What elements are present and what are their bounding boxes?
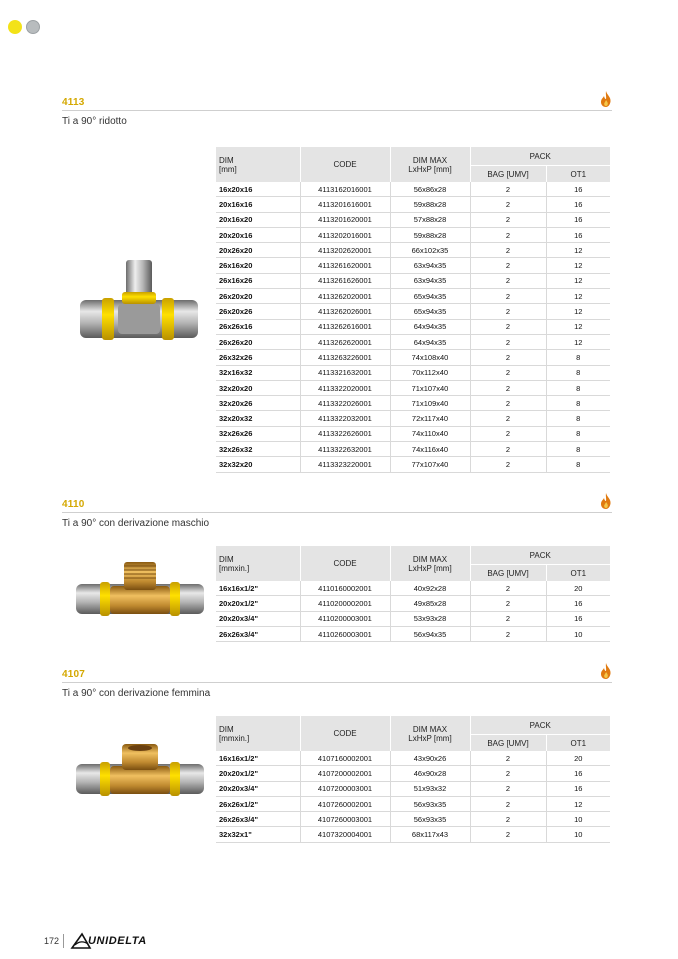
cell-bag: 2 (470, 212, 546, 227)
cell-code: 4113263226001 (300, 350, 390, 365)
cell-code: 4113322032001 (300, 411, 390, 426)
cell-bag: 2 (470, 182, 546, 197)
cell-dim: 20x26x20 (216, 243, 300, 258)
section-header (62, 664, 612, 683)
col-code: CODE (300, 716, 390, 751)
cell-dim: 26x16x20 (216, 258, 300, 273)
cell-dim-max: 43x90x26 (390, 751, 470, 766)
cell-dim: 32x20x20 (216, 380, 300, 395)
cell-code: 4113262020001 (300, 289, 390, 304)
cell-ot1: 8 (546, 380, 610, 395)
col-dim-max: DIM MAX LxHxP [mm] (390, 716, 470, 751)
cell-code: 4113261626001 (300, 273, 390, 288)
table-row (216, 289, 610, 304)
cell-dim: 26x20x26 (216, 304, 300, 319)
cell-dim: 32x32x1" (216, 827, 300, 842)
cell-bag: 2 (470, 380, 546, 395)
table-row (216, 258, 610, 273)
cell-code: 4107200003001 (300, 781, 390, 796)
cell-code: 4113321632001 (300, 365, 390, 380)
cell-bag: 2 (470, 626, 546, 641)
table-row (216, 411, 610, 426)
cell-ot1: 10 (546, 827, 610, 842)
cell-dim-max: 71x107x40 (390, 380, 470, 395)
section-4107 (62, 664, 612, 699)
cell-bag: 2 (470, 289, 546, 304)
tee-reduced-image (74, 256, 204, 348)
cell-dim-max: 70x112x40 (390, 365, 470, 380)
cell-code: 4113322020001 (300, 380, 390, 395)
cell-dim-max: 74x110x40 (390, 426, 470, 441)
cell-dim-max: 64x94x35 (390, 334, 470, 349)
cell-dim-max: 53x93x28 (390, 611, 470, 626)
table-row (216, 243, 610, 258)
col-ot1: OT1 (546, 166, 610, 183)
col-bag: BAG [UMV] (470, 735, 546, 752)
cell-ot1: 8 (546, 365, 610, 380)
cell-bag: 2 (470, 611, 546, 626)
cell-ot1: 20 (546, 581, 610, 596)
cell-ot1: 12 (546, 243, 610, 258)
cell-code: 4110200002001 (300, 596, 390, 611)
section-title: Ti a 90° ridotto (62, 116, 127, 127)
table-row (216, 227, 610, 242)
cell-bag: 2 (470, 766, 546, 781)
cell-dim: 20x20x3/4" (216, 781, 300, 796)
cell-code: 4107320004001 (300, 827, 390, 842)
cell-code: 4113201616001 (300, 197, 390, 212)
table-row (216, 197, 610, 212)
table-row (216, 581, 610, 596)
cell-code: 4113202620001 (300, 243, 390, 258)
flame-icon (600, 663, 612, 679)
cell-dim: 20x20x1/2" (216, 766, 300, 781)
table-row (216, 442, 610, 457)
cell-ot1: 8 (546, 457, 610, 472)
tee-female-image (74, 742, 206, 808)
page-number: 172 (44, 936, 60, 946)
section-header (62, 494, 612, 513)
col-dim-max: DIM MAX LxHxP [mm] (390, 546, 470, 581)
cell-bag: 2 (470, 227, 546, 242)
cell-bag: 2 (470, 334, 546, 349)
cell-bag: 2 (470, 304, 546, 319)
cell-dim: 32x26x26 (216, 426, 300, 441)
cell-dim-max: 64x94x35 (390, 319, 470, 334)
col-pack: PACK (470, 716, 610, 735)
table-body (216, 751, 610, 842)
cell-code: 4110200003001 (300, 611, 390, 626)
cell-ot1: 8 (546, 396, 610, 411)
cell-code: 4107260003001 (300, 812, 390, 827)
section-4110 (62, 494, 612, 529)
cell-dim: 20x16x16 (216, 197, 300, 212)
cell-code: 4113162016001 (300, 182, 390, 197)
cell-dim: 26x26x3/4" (216, 626, 300, 641)
cell-dim: 20x16x20 (216, 212, 300, 227)
globe-icon (26, 20, 40, 34)
cell-ot1: 16 (546, 182, 610, 197)
cell-dim-max: 46x90x28 (390, 766, 470, 781)
cell-ot1: 8 (546, 442, 610, 457)
flame-icon (600, 91, 612, 107)
cell-code: 4110160002001 (300, 581, 390, 596)
cell-dim-max: 51x93x32 (390, 781, 470, 796)
cell-dim-max: 74x108x40 (390, 350, 470, 365)
table-row (216, 380, 610, 395)
cell-dim: 16x16x1/2" (216, 751, 300, 766)
cell-dim: 26x16x26 (216, 273, 300, 288)
cell-dim-max: 65x94x35 (390, 289, 470, 304)
cell-dim-max: 59x88x28 (390, 197, 470, 212)
table-row (216, 396, 610, 411)
table-row (216, 827, 610, 842)
brand-name: UNIDELTA (88, 935, 147, 947)
col-bag: BAG [UMV] (470, 565, 546, 582)
cell-code: 4107260002001 (300, 796, 390, 811)
cell-ot1: 16 (546, 781, 610, 796)
col-dim: DIM [mmxin.] (216, 546, 300, 581)
cell-bag: 2 (470, 258, 546, 273)
cell-code: 4113261620001 (300, 258, 390, 273)
table-row (216, 457, 610, 472)
col-dim-max: DIM MAX LxHxP [mm] (390, 147, 470, 182)
cell-code: 4107200002001 (300, 766, 390, 781)
col-dim: DIM [mm] (216, 147, 300, 182)
cell-ot1: 12 (546, 289, 610, 304)
cell-bag: 2 (470, 827, 546, 842)
cell-dim: 26x26x20 (216, 334, 300, 349)
cell-dim: 20x20x1/2" (216, 596, 300, 611)
flame-icon (600, 493, 612, 509)
cell-dim: 20x20x16 (216, 227, 300, 242)
cell-bag: 2 (470, 319, 546, 334)
table-row (216, 334, 610, 349)
cell-code: 4113322626001 (300, 426, 390, 441)
yellow-dot-icon (8, 20, 22, 34)
table-row (216, 812, 610, 827)
cell-dim-max: 63x94x35 (390, 273, 470, 288)
cell-code: 4113262616001 (300, 319, 390, 334)
cell-dim-max: 59x88x28 (390, 227, 470, 242)
cell-dim-max: 63x94x35 (390, 258, 470, 273)
cell-code: 4113322026001 (300, 396, 390, 411)
cell-dim-max: 66x102x35 (390, 243, 470, 258)
col-pack: PACK (470, 546, 610, 565)
cell-ot1: 12 (546, 304, 610, 319)
table-row (216, 781, 610, 796)
cell-dim-max: 72x117x40 (390, 411, 470, 426)
col-bag: BAG [UMV] (470, 166, 546, 183)
cell-dim-max: 40x92x28 (390, 581, 470, 596)
cell-dim: 26x26x1/2" (216, 796, 300, 811)
table-row (216, 626, 610, 641)
cell-code: 4107160002001 (300, 751, 390, 766)
cell-code: 4113202016001 (300, 227, 390, 242)
table-4110 (216, 546, 610, 642)
cell-bag: 2 (470, 350, 546, 365)
table-4113 (216, 147, 610, 473)
cell-ot1: 10 (546, 812, 610, 827)
cell-dim-max: 65x94x35 (390, 304, 470, 319)
cell-dim-max: 56x93x35 (390, 812, 470, 827)
cell-code: 4113322632001 (300, 442, 390, 457)
cell-ot1: 12 (546, 334, 610, 349)
cell-bag: 2 (470, 812, 546, 827)
cell-ot1: 12 (546, 796, 610, 811)
cell-ot1: 16 (546, 611, 610, 626)
section-code: 4113 (62, 97, 85, 108)
section-code: 4110 (62, 499, 85, 510)
cell-dim-max: 56x94x35 (390, 626, 470, 641)
cell-dim: 26x26x3/4" (216, 812, 300, 827)
cell-bag: 2 (470, 796, 546, 811)
cell-ot1: 16 (546, 227, 610, 242)
cell-dim: 20x20x3/4" (216, 611, 300, 626)
col-pack: PACK (470, 147, 610, 166)
col-ot1: OT1 (546, 565, 610, 582)
table-row (216, 273, 610, 288)
col-ot1: OT1 (546, 735, 610, 752)
table-row (216, 766, 610, 781)
tee-male-image (74, 560, 206, 630)
cell-bag: 2 (470, 751, 546, 766)
cell-dim: 32x16x32 (216, 365, 300, 380)
cell-dim: 26x26x16 (216, 319, 300, 334)
table-row (216, 212, 610, 227)
cell-code: 4110260003001 (300, 626, 390, 641)
cell-ot1: 16 (546, 212, 610, 227)
cell-bag: 2 (470, 365, 546, 380)
section-header (62, 92, 612, 111)
cell-bag: 2 (470, 426, 546, 441)
cell-dim: 32x32x20 (216, 457, 300, 472)
table-row (216, 426, 610, 441)
section-4113 (62, 92, 612, 127)
cell-bag: 2 (470, 596, 546, 611)
cell-ot1: 8 (546, 350, 610, 365)
col-code: CODE (300, 147, 390, 182)
cell-dim-max: 49x85x28 (390, 596, 470, 611)
cell-bag: 2 (470, 442, 546, 457)
cell-ot1: 8 (546, 411, 610, 426)
cell-dim: 26x20x20 (216, 289, 300, 304)
table-body (216, 182, 610, 472)
cell-dim: 32x20x32 (216, 411, 300, 426)
table-row (216, 304, 610, 319)
cell-bag: 2 (470, 457, 546, 472)
table-row (216, 365, 610, 380)
table-row (216, 796, 610, 811)
section-title: Ti a 90° con derivazione femmina (62, 688, 211, 699)
cell-dim: 32x20x26 (216, 396, 300, 411)
brand-logo (70, 932, 170, 950)
cell-bag: 2 (470, 781, 546, 796)
cell-bag: 2 (470, 273, 546, 288)
cell-code: 4113262026001 (300, 304, 390, 319)
cell-bag: 2 (470, 197, 546, 212)
cell-dim-max: 77x107x40 (390, 457, 470, 472)
table-row (216, 596, 610, 611)
cell-dim: 16x16x1/2" (216, 581, 300, 596)
cell-bag: 2 (470, 243, 546, 258)
cell-ot1: 16 (546, 766, 610, 781)
table-row (216, 182, 610, 197)
table-body (216, 581, 610, 642)
cell-dim-max: 74x116x40 (390, 442, 470, 457)
cell-ot1: 16 (546, 596, 610, 611)
cell-code: 4113262620001 (300, 334, 390, 349)
cell-dim: 32x26x32 (216, 442, 300, 457)
section-title: Ti a 90° con derivazione maschio (62, 518, 210, 529)
cell-code: 4113323220001 (300, 457, 390, 472)
cell-dim-max: 56x93x35 (390, 796, 470, 811)
table-4107 (216, 716, 610, 843)
cell-ot1: 12 (546, 258, 610, 273)
cell-bag: 2 (470, 396, 546, 411)
cell-code: 4113201620001 (300, 212, 390, 227)
cell-ot1: 8 (546, 426, 610, 441)
cell-bag: 2 (470, 411, 546, 426)
table-row (216, 319, 610, 334)
cell-ot1: 12 (546, 273, 610, 288)
cell-dim-max: 71x109x40 (390, 396, 470, 411)
cell-ot1: 10 (546, 626, 610, 641)
footer-divider (63, 934, 64, 948)
cell-ot1: 20 (546, 751, 610, 766)
col-code: CODE (300, 546, 390, 581)
cell-ot1: 16 (546, 197, 610, 212)
cell-dim-max: 56x86x28 (390, 182, 470, 197)
col-dim: DIM [mmxin.] (216, 716, 300, 751)
table-row (216, 350, 610, 365)
table-row (216, 751, 610, 766)
cell-dim-max: 68x117x43 (390, 827, 470, 842)
cell-dim: 26x32x26 (216, 350, 300, 365)
table-row (216, 611, 610, 626)
cell-ot1: 12 (546, 319, 610, 334)
section-code: 4107 (62, 669, 86, 680)
cell-dim: 16x20x16 (216, 182, 300, 197)
cell-dim-max: 57x88x28 (390, 212, 470, 227)
cell-bag: 2 (470, 581, 546, 596)
